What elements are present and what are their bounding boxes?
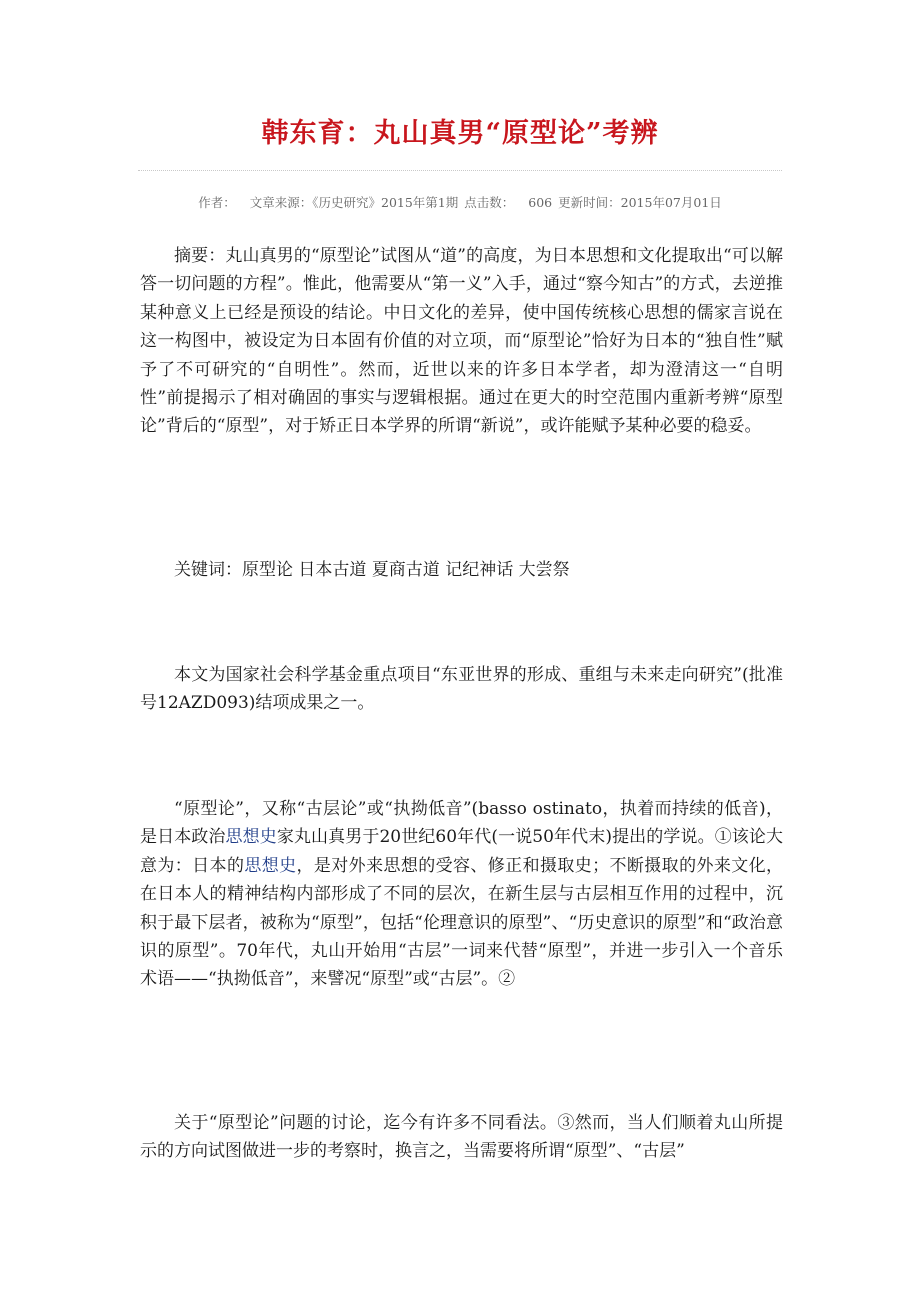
body-paragraph-2: 关于“原型论”问题的讨论，迄今有许多不同看法。③然而，当人们顺着丸山所提示的方向试图做进一步的考察时，换言之，当需要将所谓“原型”、“古层” [140, 1113, 783, 1162]
keywords-paragraph: 关键词：原型论 日本古道 夏商古道 记纪神话 大尝祭 [174, 560, 570, 580]
updated-label: 更新时间： [558, 195, 621, 210]
source-value: 《历史研究》2015年第1期 [312, 195, 459, 210]
body-text-part-1: “原型论”，又称“古层论”或“执拗低音”(basso ostinato，执着而持续的低音)，是日本政治 [140, 799, 783, 848]
article-title: 韩东育：丸山真男“原型论”考辨 [261, 118, 659, 149]
title-divider [138, 170, 782, 171]
body-paragraph-1 [140, 795, 783, 994]
intellectual-history-link-2[interactable]: 思想史 [244, 855, 297, 876]
funding-paragraph: 本文为国家社会科学基金重点项目“东亚世界的形成、重组与未来走向研究”(批准号12AZD093)结项成果之一。 [140, 665, 783, 714]
updated-value: 2015年07月01日 [620, 195, 722, 210]
intellectual-history-link[interactable]: 思想史 [225, 827, 277, 848]
clicks-label: 点击数： [464, 195, 515, 210]
clicks-value: 606 [528, 195, 553, 210]
article-meta [0, 194, 920, 212]
body-text-part-3: ，是对外来思想的受容、修正和摄取史；不断摄取的外来文化，在日本人的精神结构内部形成了不同的层次，在新生层与古层相互作用的过程中，沉积于最下层者，被称为“原型”，包括“伦理意识的原型”、“历史意识的原型”和“政治意识的原型”。70年代，丸山开始用“古层”一词来代替“原型”，并进一步引入一个音乐术语——“执拗低音”，来譬况“原型”或“古层”。② [140, 855, 784, 990]
body-text-part-2: 家丸山真男于20世纪60年代(一说50年代末)提出的学说。①该论大意为：日本的 [140, 827, 784, 876]
author-label: 作者： [198, 195, 236, 210]
source-label: 文章来源： [249, 195, 313, 210]
abstract-paragraph: 摘要：丸山真男的“原型论”试图从“道”的高度，为日本思想和文化提取出“可以解答一切问题的方程”。惟此，他需要从“第一义”入手，通过“察今知古”的方式，去逆推某种意义上已经是预设的结论。中日文化的差异，使中国传统核心思想的儒家言说在这一构图中，被设定为日本固有价值的对立项，而“原型论”恰好为日本的“独自性”赋予了不可研究的“自明性”。然而，近世以来的许多日本学者，却为澄清这一“自明性”前提揭示了相对确固的事实与逻辑根据。通过在更大的时空范围内重新考辨“原型论”背后的“原型”，对于矫正日本学界的所谓“新说”，或许能赋予某种必要的稳妥。 [140, 246, 783, 437]
